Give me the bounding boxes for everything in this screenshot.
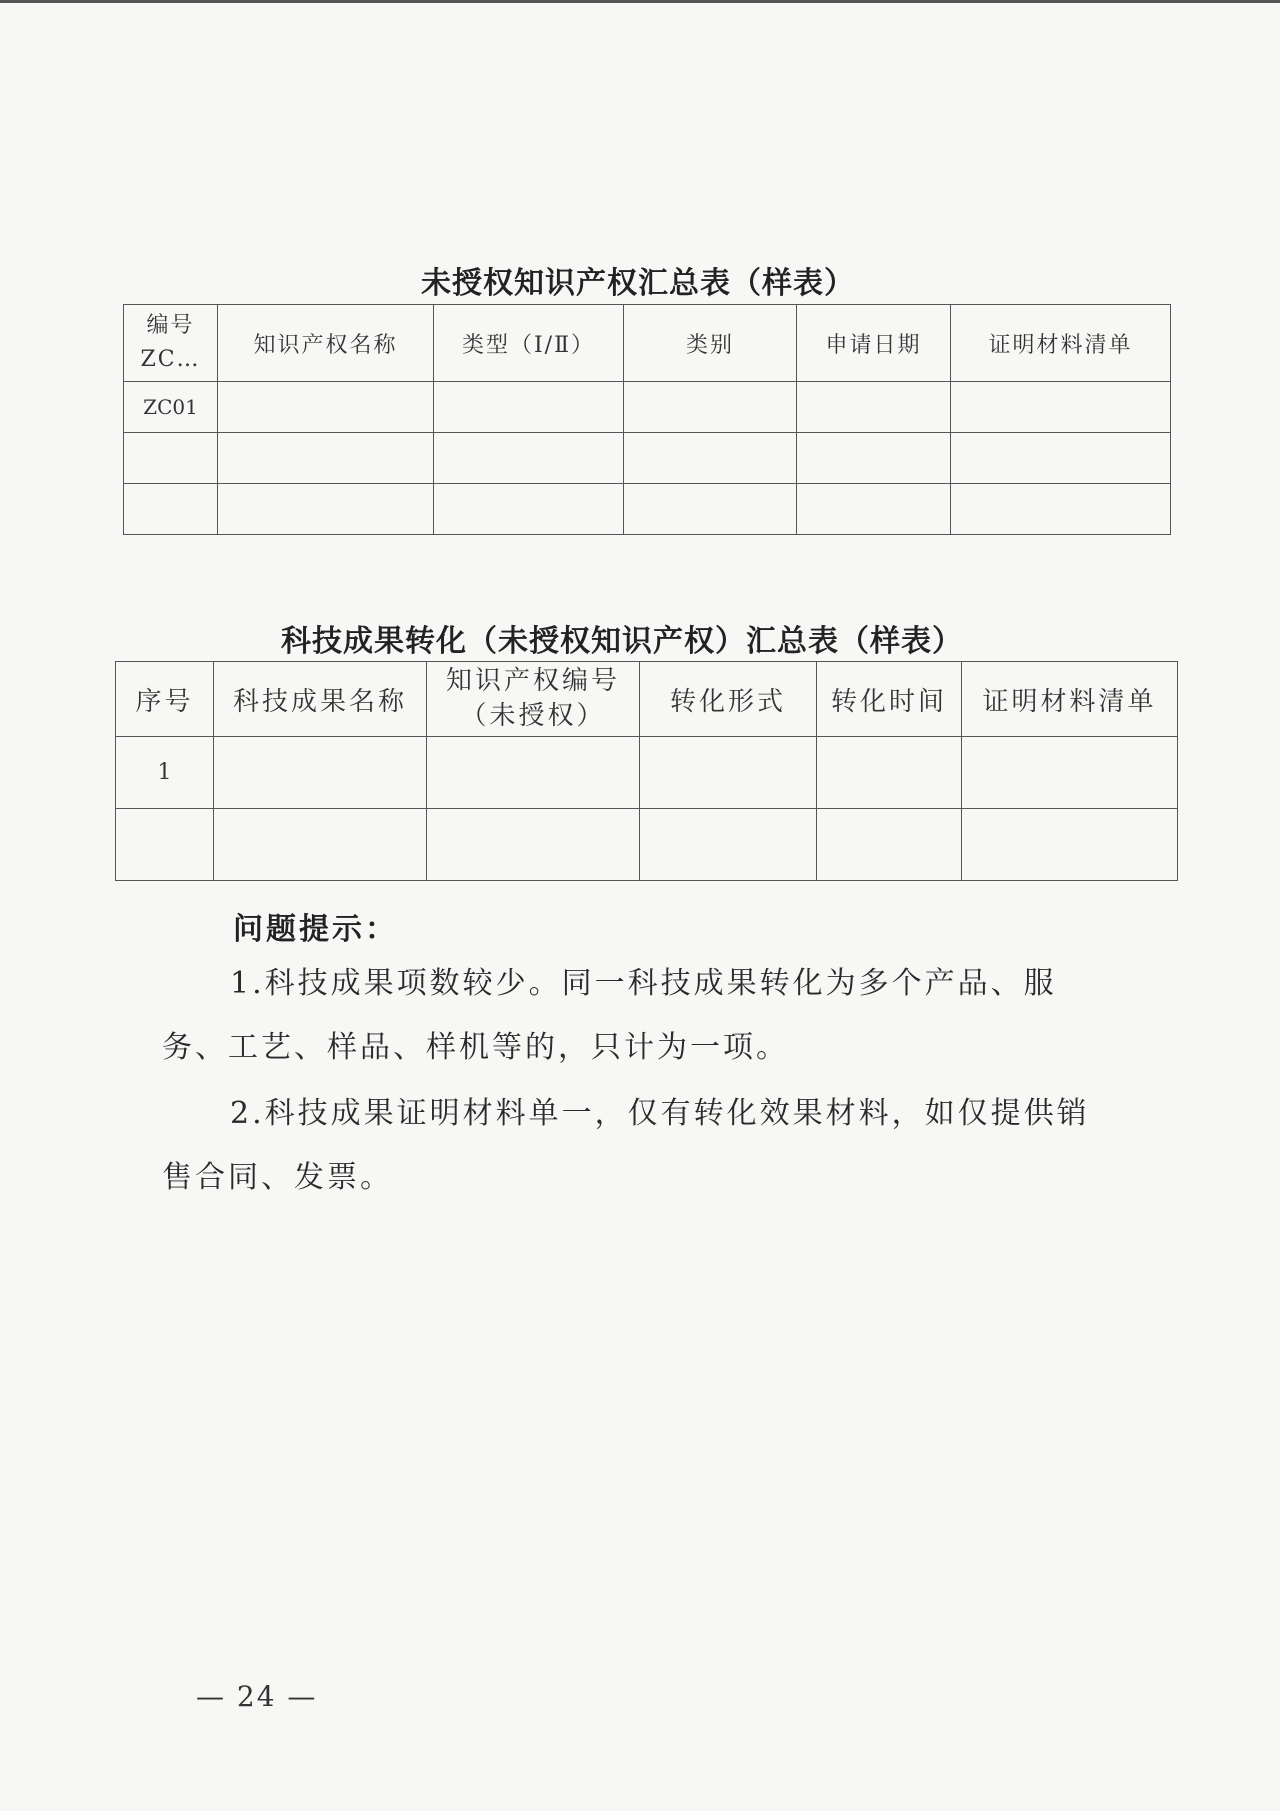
header-ip-number-line1: 知识产权编号 (445, 666, 620, 696)
header-code-line2: ZC… (140, 347, 201, 372)
table-cell (218, 484, 434, 535)
table-cell (218, 433, 434, 484)
unlicensed-ip-summary-table (123, 304, 1171, 535)
header-evidence-list: 证明材料清单 (962, 662, 1178, 737)
table-cell (116, 809, 214, 881)
table-cell (124, 433, 218, 484)
table-row (116, 737, 1178, 809)
table-cell (624, 382, 797, 433)
table-row (124, 433, 1171, 484)
table-cell (640, 809, 817, 881)
table-cell (218, 382, 434, 433)
table-cell (624, 433, 797, 484)
header-type: 类型（Ⅰ/Ⅱ） (434, 305, 624, 382)
table2-title: 科技成果转化（未授权知识产权）汇总表（样表） (281, 624, 963, 659)
table-cell (797, 433, 951, 484)
header-ip-name: 知识产权名称 (218, 305, 434, 382)
table-cell (962, 737, 1178, 809)
table-row (116, 809, 1178, 881)
table-cell: ZC01 (124, 382, 218, 433)
hints-title: 问题提示： (233, 912, 398, 947)
table-cell (951, 433, 1171, 484)
table-cell (797, 382, 951, 433)
header-achievement-name: 科技成果名称 (214, 662, 427, 737)
page-number: — 24 — (196, 1680, 318, 1713)
table-cell (817, 809, 962, 881)
table-cell (434, 382, 624, 433)
table-header-row (116, 662, 1178, 737)
table-cell (951, 382, 1171, 433)
table-row (124, 484, 1171, 535)
scan-top-edge (0, 0, 1280, 3)
table-cell (962, 809, 1178, 881)
hint-item-2: 2.科技成果证明材料单一，仅有转化效果材料，如仅提供销售合同、发票。 (162, 1096, 1090, 1195)
table-cell (214, 809, 427, 881)
header-ip-number-line2: （未授权） (460, 701, 606, 731)
header-code (124, 305, 218, 382)
table-cell (427, 809, 640, 881)
header-apply-date: 申请日期 (797, 305, 951, 382)
header-code-line1: 编号 (146, 313, 195, 338)
table-cell (797, 484, 951, 535)
hint-item-1: 1.科技成果项数较少。同一科技成果转化为多个产品、服务、工艺、样品、样机等的，只计为一项。 (162, 966, 1057, 1065)
table-cell (624, 484, 797, 535)
table-cell (817, 737, 962, 809)
table-cell (427, 737, 640, 809)
header-transfer-form: 转化形式 (640, 662, 817, 737)
table-cell (434, 484, 624, 535)
header-transfer-time: 转化时间 (817, 662, 962, 737)
table-row (124, 382, 1171, 433)
table1-title: 未授权知识产权汇总表（样表） (421, 266, 855, 301)
table-cell (434, 433, 624, 484)
header-ip-number (427, 662, 640, 737)
header-evidence-list: 证明材料清单 (951, 305, 1171, 382)
table-cell (640, 737, 817, 809)
table-cell: 1 (116, 737, 214, 809)
table-header-row (124, 305, 1171, 382)
header-serial: 序号 (116, 662, 214, 737)
header-category: 类别 (624, 305, 797, 382)
tech-transfer-summary-table (115, 661, 1178, 881)
table-cell (124, 484, 218, 535)
table-cell (951, 484, 1171, 535)
table-cell (214, 737, 427, 809)
